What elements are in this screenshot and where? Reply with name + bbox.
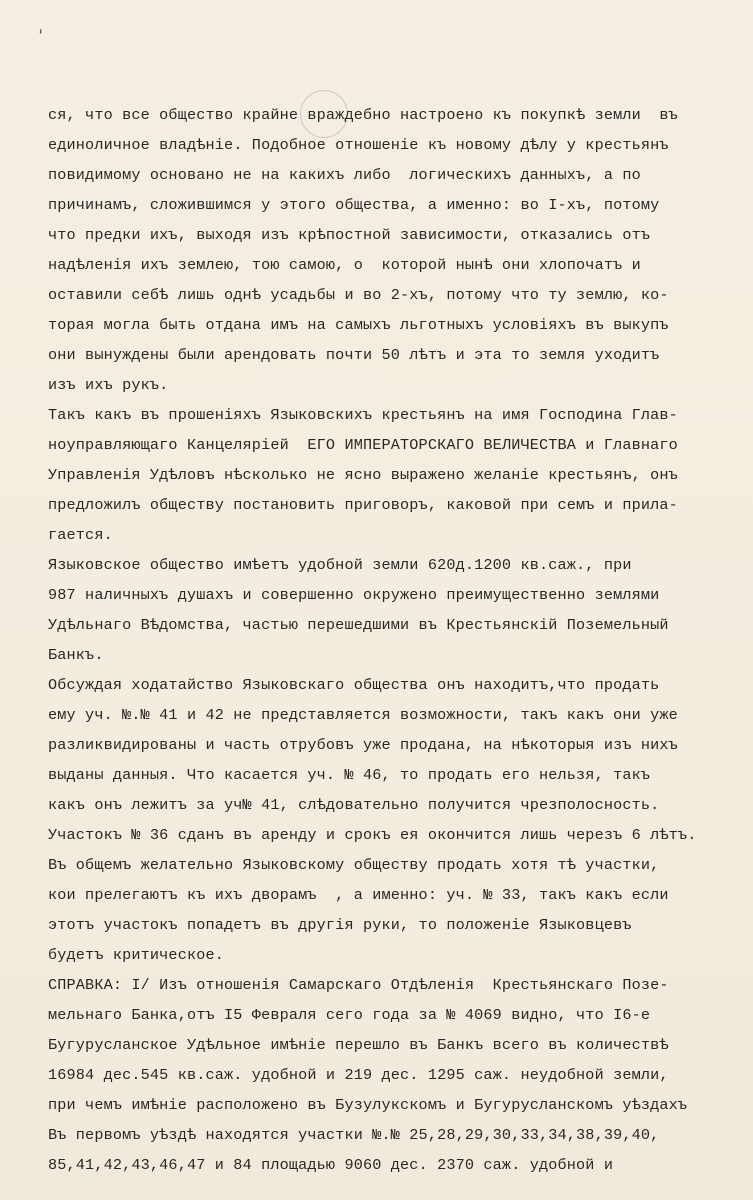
text-line: ноуправляющаго Канцеляріей ЕГО ИМПЕРАТОРСКАГО ВЕЛИЧЕСТВА и Главнаго <box>48 436 678 454</box>
text-line: СПРАВКА: I/ Изъ отношенія Самарскаго Отдѣленія Крестьянскаго Позе- <box>48 976 669 994</box>
text-line: Въ общемъ желательно Языковскому обществу продать хотя тѣ участки, <box>48 856 660 874</box>
corner-mark: ‘ <box>35 27 49 45</box>
text-line: изъ ихъ рукъ. <box>48 376 169 394</box>
text-line: Участокъ № 36 сданъ въ аренду и срокъ ея окончится лишь черезъ 6 лѣтъ. <box>48 826 697 844</box>
text-line: оставили себѣ лишь однѣ усадьбы и во 2-хъ, потому что ту землю, ко- <box>48 286 669 304</box>
text-line: надѣленія ихъ землею, тою самою, о которой нынѣ они хлопочатъ и <box>48 256 641 274</box>
text-line: гается. <box>48 526 113 544</box>
text-line: Удѣльнаго Вѣдомства, частью перешедшими въ Крестьянскій Поземельный <box>48 616 669 634</box>
typewritten-text <box>48 100 708 1180</box>
text-line: 85,41,42,43,46,47 и 84 площадью 9060 дес. 2370 саж. удобной и <box>48 1156 614 1174</box>
text-line: какъ онъ лежитъ за уч№ 41, слѣдовательно получится чрезполосность. <box>48 796 660 814</box>
text-line: причинамъ, сложившимся у этого общества, а именно: во I-хъ, потому <box>48 196 660 214</box>
text-line: ему уч. №.№ 41 и 42 не представляется возможности, такъ какъ они уже <box>48 706 678 724</box>
text-line: повидимому основано не на какихъ либо логическихъ данныхъ, а по <box>48 166 641 184</box>
text-line: что предки ихъ, выходя изъ крѣпостной зависимости, отказались отъ <box>48 226 651 244</box>
text-line: они вынуждены были арендовать почти 50 лѣтъ и эта то земля уходитъ <box>48 346 660 364</box>
text-line: выданы данныя. Что касается уч. № 46, то продать его нельзя, такъ <box>48 766 651 784</box>
text-line: единоличное владѣніе. Подобное отношеніе къ новому дѣлу у крестьянъ <box>48 136 669 154</box>
text-line: торая могла быть отдана имъ на самыхъ льготныхъ условіяхъ въ выкупъ <box>48 316 669 334</box>
text-line: при чемъ имѣніе расположено въ Бузулукскомъ и Бугурусланскомъ уѣздахъ <box>48 1096 688 1114</box>
text-line: ся, что все общество крайне враждебно настроено къ покупкѣ земли въ <box>48 106 678 124</box>
text-line: будетъ критическое. <box>48 946 225 964</box>
text-line: этотъ участокъ попадетъ въ другія руки, то положеніе Языковцевъ <box>48 916 632 934</box>
text-line: Языковское общество имѣетъ удобной земли 620д.1200 кв.саж., при <box>48 556 632 574</box>
text-line: предложилъ обществу постановить приговоръ, каковой при семъ и прила- <box>48 496 678 514</box>
text-line: Банкъ. <box>48 646 104 664</box>
text-line: кои прелегаютъ къ ихъ дворамъ , а именно: уч. № 33, такъ какъ если <box>48 886 669 904</box>
text-line: Въ первомъ уѣздѣ находятся участки №.№ 25,28,29,30,33,34,38,39,40, <box>48 1126 660 1144</box>
text-line: разликвидированы и часть отрубовъ уже продана, на нѣкоторыя изъ нихъ <box>48 736 678 754</box>
text-line: Бугурусланское Удѣльное имѣніе перешло въ Банкъ всего въ количествѣ <box>48 1036 669 1054</box>
text-line: Управленія Удѣловъ нѣсколько не ясно выражено желаніе крестьянъ, онъ <box>48 466 678 484</box>
text-line: Обсуждая ходатайство Языковскаго общества онъ находитъ,что продать <box>48 676 660 694</box>
text-line: мельнаго Банка,отъ I5 Февраля сего года за № 4069 видно, что I6-е <box>48 1006 651 1024</box>
text-line: Такъ какъ въ прошеніяхъ Языковскихъ крестьянъ на имя Господина Глав- <box>48 406 678 424</box>
text-line: 987 наличныхъ душахъ и совершенно окружено преимущественно землями <box>48 586 660 604</box>
text-line: 16984 дес.545 кв.саж. удобной и 219 дес. 1295 саж. неудобной земли, <box>48 1066 669 1084</box>
